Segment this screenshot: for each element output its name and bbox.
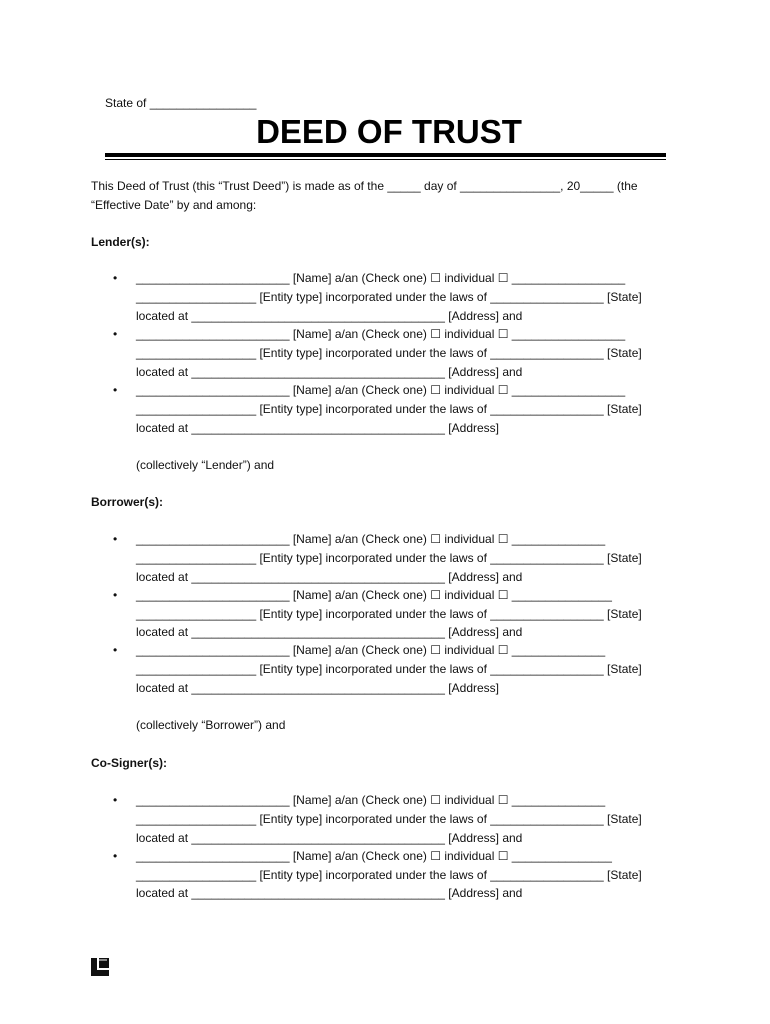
state-line: State of ________________ bbox=[105, 96, 257, 110]
lender-collective: (collectively “Lender”) and bbox=[136, 458, 275, 472]
page-title: DEED OF TRUST bbox=[256, 113, 522, 150]
lender-heading: Lender(s): bbox=[91, 235, 150, 249]
cosigner-2-line-2: __________________ [Entity type] incorporated under the laws of _________________ [State] bbox=[136, 868, 642, 882]
cosigner-1-line-1: _______________________ [Name] a/an (Check one) ☐ individual ☐ ______________ bbox=[136, 793, 606, 807]
borrower-1-line-2: __________________ [Entity type] incorporated under the laws of _________________ [State] bbox=[136, 551, 642, 565]
legal-templates-logo-icon bbox=[91, 958, 109, 976]
lender-1-line-2: __________________ [Entity type] incorporated under the laws of _________________ [State] bbox=[136, 290, 642, 304]
borrower-3-line-3: located at ______________________________________ [Address] bbox=[136, 681, 499, 695]
borrower-1-line-3: located at ______________________________________ [Address] and bbox=[136, 570, 523, 584]
bullet-icon: • bbox=[113, 643, 118, 657]
lender-2-line-2: __________________ [Entity type] incorporated under the laws of _________________ [State] bbox=[136, 346, 642, 360]
title-rule-thin bbox=[105, 159, 666, 160]
cosigner-2-line-3: located at ______________________________________ [Address] and bbox=[136, 886, 523, 900]
intro-line-2: “Effective Date” by and among: bbox=[91, 198, 257, 212]
lender-2-line-3: located at ______________________________________ [Address] and bbox=[136, 365, 523, 379]
borrower-1-line-1: _______________________ [Name] a/an (Check one) ☐ individual ☐ ______________ bbox=[136, 532, 606, 546]
lender-1-line-3: located at ______________________________________ [Address] and bbox=[136, 309, 523, 323]
lender-1-line-1: _______________________ [Name] a/an (Check one) ☐ individual ☐ _________________ bbox=[136, 271, 626, 285]
bullet-icon: • bbox=[113, 271, 118, 285]
lender-3-line-2: __________________ [Entity type] incorporated under the laws of _________________ [State] bbox=[136, 402, 642, 416]
title-rule-thick bbox=[105, 153, 666, 157]
bullet-icon: • bbox=[113, 849, 118, 863]
cosigner-heading: Co-Signer(s): bbox=[91, 756, 167, 770]
lender-3-line-1: _______________________ [Name] a/an (Check one) ☐ individual ☐ _________________ bbox=[136, 383, 626, 397]
bullet-icon: • bbox=[113, 793, 118, 807]
cosigner-1-line-2: __________________ [Entity type] incorporated under the laws of _________________ [State] bbox=[136, 812, 642, 826]
bullet-icon: • bbox=[113, 327, 118, 341]
bullet-icon: • bbox=[113, 383, 118, 397]
borrower-2-line-1: _______________________ [Name] a/an (Check one) ☐ individual ☐ _______________ bbox=[136, 588, 612, 602]
bullet-icon: • bbox=[113, 532, 118, 546]
borrower-2-line-3: located at ______________________________________ [Address] and bbox=[136, 625, 523, 639]
lender-3-line-3: located at ______________________________________ [Address] bbox=[136, 421, 499, 435]
cosigner-2-line-1: _______________________ [Name] a/an (Check one) ☐ individual ☐ _______________ bbox=[136, 849, 612, 863]
borrower-3-line-1: _______________________ [Name] a/an (Check one) ☐ individual ☐ ______________ bbox=[136, 643, 606, 657]
borrower-3-line-2: __________________ [Entity type] incorporated under the laws of _________________ [State] bbox=[136, 662, 642, 676]
borrower-collective: (collectively “Borrower”) and bbox=[136, 718, 286, 732]
intro-line-1: This Deed of Trust (this “Trust Deed”) is made as of the _____ day of _______________, 20_____ (the bbox=[91, 179, 638, 193]
borrower-2-line-2: __________________ [Entity type] incorporated under the laws of _________________ [State] bbox=[136, 607, 642, 621]
borrower-heading: Borrower(s): bbox=[91, 495, 164, 509]
bullet-icon: • bbox=[113, 588, 118, 602]
lender-2-line-1: _______________________ [Name] a/an (Check one) ☐ individual ☐ _________________ bbox=[136, 327, 626, 341]
cosigner-1-line-3: located at ______________________________________ [Address] and bbox=[136, 831, 523, 845]
